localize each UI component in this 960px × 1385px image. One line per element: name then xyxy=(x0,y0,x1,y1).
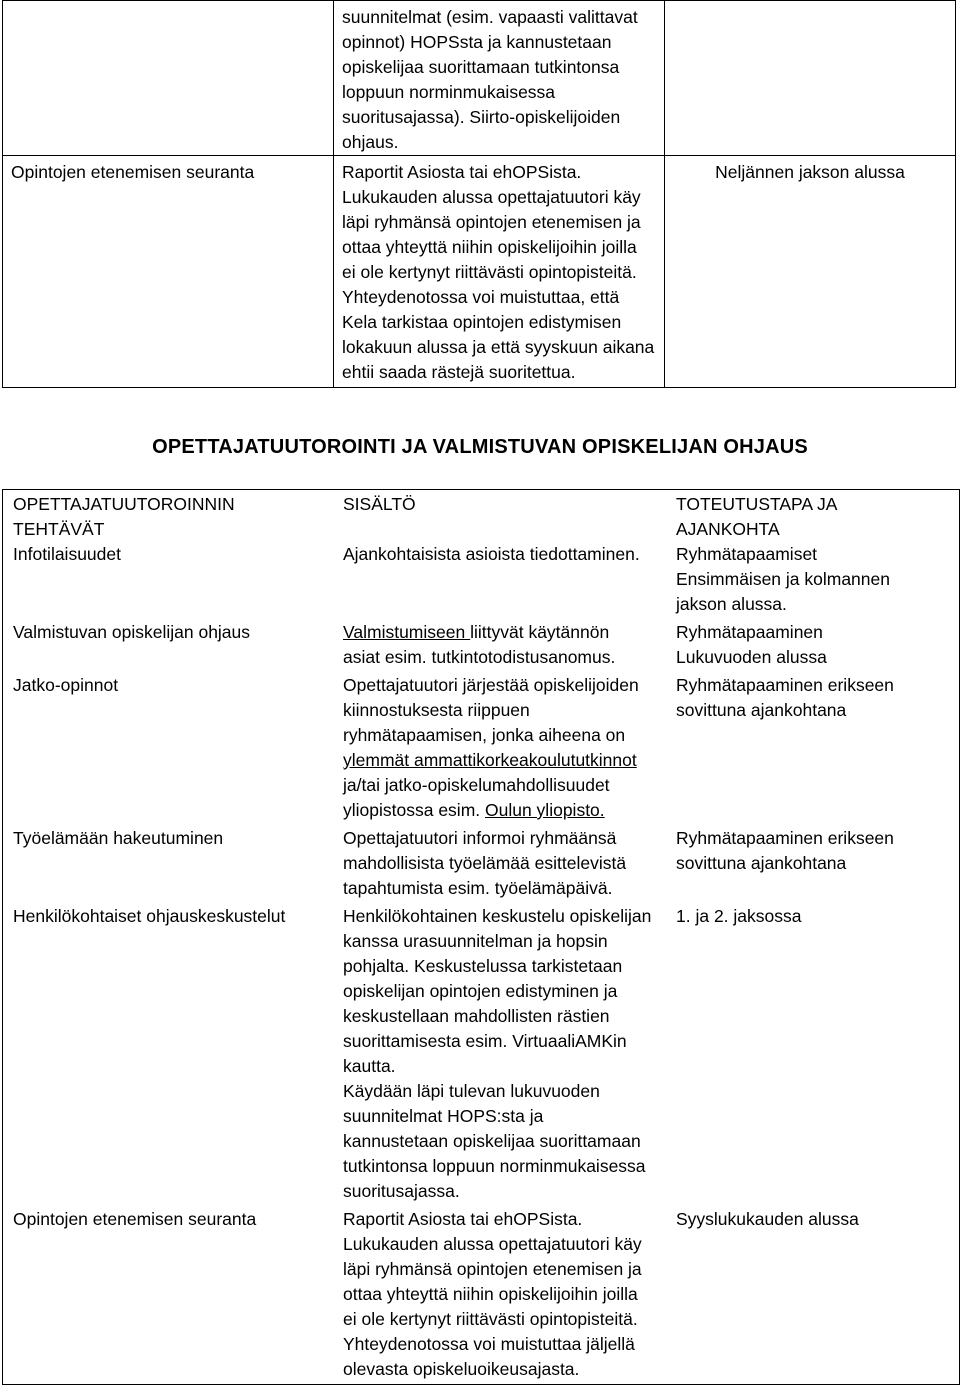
table-cell xyxy=(333,1207,666,1385)
cell-text-line: opiskelijan opintojen edistyminen ja xyxy=(343,981,618,1001)
cell-text-line: lokakuun alussa ja että syyskuun aikana xyxy=(342,337,655,357)
cell-text-line: Raportit Asiosta tai ehOPSista. xyxy=(342,162,582,182)
table-cell xyxy=(3,620,334,673)
table-row xyxy=(3,1207,960,1385)
cell-text-line: Lukukauden alussa opettajatuutori käy xyxy=(343,1234,642,1254)
cell-text-line xyxy=(343,748,660,773)
cell-text-line: Syyslukukauden alussa xyxy=(676,1209,859,1229)
cell-text-line: ei ole kertynyt riittävästi opintopisteitä. xyxy=(343,1309,638,1329)
table-cell xyxy=(3,904,334,1207)
table-cell xyxy=(3,1,334,156)
section-heading: OPETTAJATUUTOROINTI JA VALMISTUVAN OPISKELIJAN OHJAUS xyxy=(152,436,808,458)
cell-text-line: sovittuna ajankohtana xyxy=(676,853,847,873)
task-label: Henkilökohtaiset ohjauskeskustelut xyxy=(13,906,286,926)
table-cell xyxy=(333,904,666,1207)
cell-text-line: Raportit Asiosta tai ehOPSista. xyxy=(343,1209,583,1229)
table-cell xyxy=(333,673,666,826)
cell-text-line: Ajankohtaisista asioista tiedottaminen. xyxy=(343,544,640,564)
cell-text-line: kautta. xyxy=(343,1056,396,1076)
cell-text-line: kiinnostuksesta riippuen xyxy=(343,700,530,720)
table-cell xyxy=(666,826,960,904)
underlined-text: Oulun yliopisto. xyxy=(485,800,605,820)
header-cell xyxy=(3,490,334,543)
cell-text-line: ryhmätapaamisen, jonka aiheena on xyxy=(343,725,626,745)
cell-text-line: Käydään läpi tulevan lukuvuoden xyxy=(343,1081,600,1101)
cell-text-line: kanssa urasuunnitelman ja hopsin xyxy=(343,931,608,951)
cell-text-line xyxy=(343,620,660,645)
cell-text-line: Kela tarkistaa opintojen edistymisen xyxy=(342,312,622,332)
cell-text-line: Ryhmätapaaminen xyxy=(676,622,823,642)
table-cell xyxy=(666,620,960,673)
table-cell xyxy=(666,542,960,620)
cell-text-line: Henkilökohtainen keskustelu opiskelijan xyxy=(343,906,652,926)
cell-text-line: Yhteydenotossa voi muistuttaa jäljellä xyxy=(343,1334,635,1354)
table-cell xyxy=(334,156,665,388)
cell-text-line: Ensimmäisen ja kolmannen xyxy=(676,569,890,589)
cell-text-line: ja/tai jatko-opiskelumahdollisuudet xyxy=(343,775,610,795)
table-cell xyxy=(666,1207,960,1385)
cell-text-line: ei ole kertynyt riittävästi opintopisteitä. xyxy=(342,262,637,282)
table-row xyxy=(3,673,960,826)
cell-text-line: Ryhmätapaaminen erikseen xyxy=(676,828,894,848)
cell-text-line: läpi ryhmänsä opintojen etenemisen ja xyxy=(342,212,641,232)
cell-text-line: Ryhmätapaamiset xyxy=(676,544,818,564)
cell-text-line: olevasta opiskeluoikeusajasta. xyxy=(343,1359,580,1379)
tutoring-table xyxy=(2,489,960,1385)
cell-text-line: suoritusajassa). Siirto-opiskelijoiden xyxy=(342,107,621,127)
cell-text-line: Ryhmätapaaminen erikseen xyxy=(676,675,894,695)
plain-text: yliopistossa esim. xyxy=(343,800,485,820)
cell-text-line: asiat esim. tutkintotodistusanomus. xyxy=(343,647,616,667)
table-cell xyxy=(665,156,956,388)
cell-text-line: Lukukauden alussa opettajatuutori käy xyxy=(342,187,641,207)
cell-text-line: opiskelijaa suorittamaan tutkintonsa xyxy=(342,57,620,77)
table-row xyxy=(3,620,960,673)
table-row xyxy=(3,1,956,156)
cell-text-line: Opettajatuutori informoi ryhmäänsä xyxy=(343,828,617,848)
task-label: Infotilaisuudet xyxy=(13,544,121,564)
header-text-line: OPETTAJATUUTOROINNIN xyxy=(13,494,235,514)
table-cell xyxy=(666,673,960,826)
cell-text-line: suoritusajassa. xyxy=(343,1181,460,1201)
underlined-text: Valmistumiseen xyxy=(343,622,471,642)
table-cell xyxy=(3,542,334,620)
cell-text-line: suunnitelmat (esim. vapaasti valittavat xyxy=(342,7,638,27)
cell-text-line: 1. ja 2. jaksossa xyxy=(676,906,802,926)
table-cell xyxy=(3,826,334,904)
table-row xyxy=(3,156,956,388)
table-cell xyxy=(666,904,960,1207)
cell-text-line: loppuun norminmukaisessa xyxy=(342,82,556,102)
table-header-row xyxy=(3,490,960,543)
plain-text: liittyvät käytännön xyxy=(470,622,610,642)
cell-text-line: opinnot) HOPSsta ja kannustetaan xyxy=(342,32,612,52)
table-row xyxy=(3,904,960,1207)
cell-text-line: läpi ryhmänsä opintojen etenemisen ja xyxy=(343,1259,642,1279)
table-cell xyxy=(333,620,666,673)
cell-text-line: ottaa yhteyttä niihin opiskelijoihin joilla xyxy=(343,1284,638,1304)
cell-text-line: sovittuna ajankohtana xyxy=(676,700,847,720)
timing-label: Neljännen jakson alussa xyxy=(715,162,905,182)
task-label: Työelämään hakeutuminen xyxy=(13,828,224,848)
task-label: Jatko-opinnot xyxy=(13,675,119,695)
table-row xyxy=(3,826,960,904)
table-cell xyxy=(3,673,334,826)
table-cell xyxy=(665,1,956,156)
table-cell xyxy=(333,826,666,904)
cell-text-line: kannustetaan opiskelijaa suorittamaan xyxy=(343,1131,641,1151)
table-cell xyxy=(3,1207,334,1385)
task-label: Opintojen etenemisen seuranta xyxy=(13,1209,257,1229)
cell-text-line: suunnitelmat HOPS:sta ja xyxy=(343,1106,544,1126)
cell-text-line: ottaa yhteyttä niihin opiskelijoihin joilla xyxy=(342,237,637,257)
header-text-line: TEHTÄVÄT xyxy=(13,519,105,539)
cell-text-line: Lukuvuoden alussa xyxy=(676,647,827,667)
cell-text-line: tutkintonsa loppuun norminmukaisessa xyxy=(343,1156,646,1176)
header-cell xyxy=(666,490,960,543)
cell-text-line: mahdollisista työelämää esittelevistä xyxy=(343,853,627,873)
header-cell xyxy=(333,490,666,543)
task-label: Valmistuvan opiskelijan ohjaus xyxy=(13,622,251,642)
cell-text-line: Yhteydenotossa voi muistuttaa, että xyxy=(342,287,620,307)
task-label: Opintojen etenemisen seuranta xyxy=(11,162,255,182)
table-cell xyxy=(3,156,334,388)
continuation-table xyxy=(2,0,956,388)
header-text: SISÄLTÖ xyxy=(343,494,416,514)
cell-text-line: ohjaus. xyxy=(342,132,399,152)
cell-text-line: ehtii saada rästejä suoritettua. xyxy=(342,362,576,382)
cell-text-line: keskustellaan mahdollisten rästien xyxy=(343,1006,610,1026)
cell-text-line: tapahtumista esim. työelämäpäivä. xyxy=(343,878,613,898)
cell-text-line: Opettajatuutori järjestää opiskelijoiden xyxy=(343,675,639,695)
header-text-line: TOTEUTUSTAPA JA xyxy=(676,494,838,514)
table-row xyxy=(3,542,960,620)
underlined-text: ylemmät ammattikorkeakoulututkinnot xyxy=(343,750,637,770)
cell-text-line: suorittamisesta esim. VirtuaaliAMKin xyxy=(343,1031,627,1051)
table-cell xyxy=(334,1,665,156)
table-cell xyxy=(333,542,666,620)
header-text-line: AJANKOHTA xyxy=(676,519,780,539)
cell-text-line: jakson alussa. xyxy=(676,594,787,614)
cell-text-line: pohjalta. Keskustelussa tarkistetaan xyxy=(343,956,623,976)
cell-text-line xyxy=(343,798,660,823)
